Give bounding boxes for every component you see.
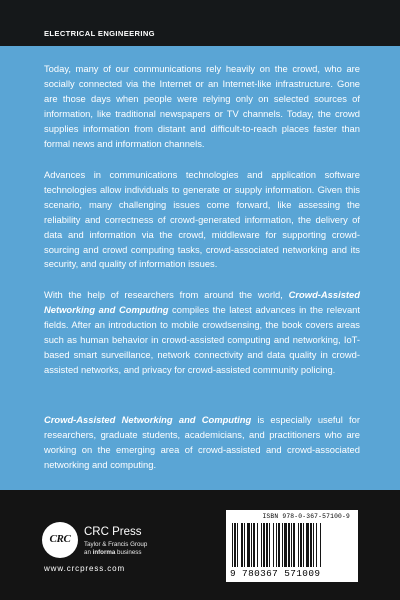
- p3-text-after: compiles the latest advances in the relevant fields. After an introduction to mobile crowdsensing, the book covers areas such as human behavior in crowd-assisted computing and networking, IoT-based smart surveillance, network connectivity and data quality in crowd-assisted networks, and privacy for crowd-assisted community policing.: [44, 303, 360, 375]
- p4-text-after: is especially useful for researchers, graduate students, academicians, and practitioners who are working on the emerging area of crowd-assisted and crowd-associated networking and computing.: [44, 414, 360, 470]
- book-title-inline: Crowd-Assisted Networking and Computing: [44, 414, 252, 425]
- informa-bold: informa: [92, 549, 116, 556]
- publisher-website: www.crcpress.com: [44, 564, 126, 573]
- paragraph-1: Today, many of our communications rely heavily on the crowd, who are socially connected via the Internet or an Internet-like infrastructure. Gone are those days when people were relying only on selected sources of information, like traditional newspapers or TV channels. Today, the crowd supplies information from distant and difficult-to-reach places faster than formal news and information channels.: [44, 63, 360, 149]
- p3-text-before: With the help of researchers from around the world,: [44, 289, 289, 300]
- publisher-logo: [42, 522, 172, 582]
- barcode-digits: 9 780367 571009: [230, 568, 321, 579]
- paragraph-3: [44, 288, 360, 377]
- barcode-icon: [232, 523, 352, 567]
- barcode-box: [226, 510, 358, 582]
- informa-line: [84, 549, 141, 556]
- book-title-inline: Crowd-Assisted Networking and Computing: [44, 289, 360, 315]
- crc-logo-mark: CRC: [49, 533, 71, 545]
- category-label: ELECTRICAL ENGINEERING: [44, 29, 155, 38]
- informa-prefix: an: [84, 549, 93, 556]
- paragraph-4: [44, 413, 360, 473]
- isbn-label: ISBN 978-0-367-57100-9: [262, 513, 350, 520]
- publisher-group: Taylor & Francis Group: [84, 541, 148, 548]
- informa-suffix: business: [115, 549, 142, 556]
- crc-logo-icon: [42, 522, 78, 558]
- paragraph-2: Advances in communications technologies and application software technologies allow individuals to generate or supply information. Given this scenario, many challenging issues come forward, like assessing the reliability and correctness of crowd-generated information, the delivery of data and information via the crowd, middleware for supporting crowd-sourcing and crowd computing tasks, crowd-associated networking and its security, and quality of information issues.: [44, 169, 360, 270]
- header-bar: [0, 0, 400, 46]
- publisher-name: CRC Press: [84, 526, 142, 538]
